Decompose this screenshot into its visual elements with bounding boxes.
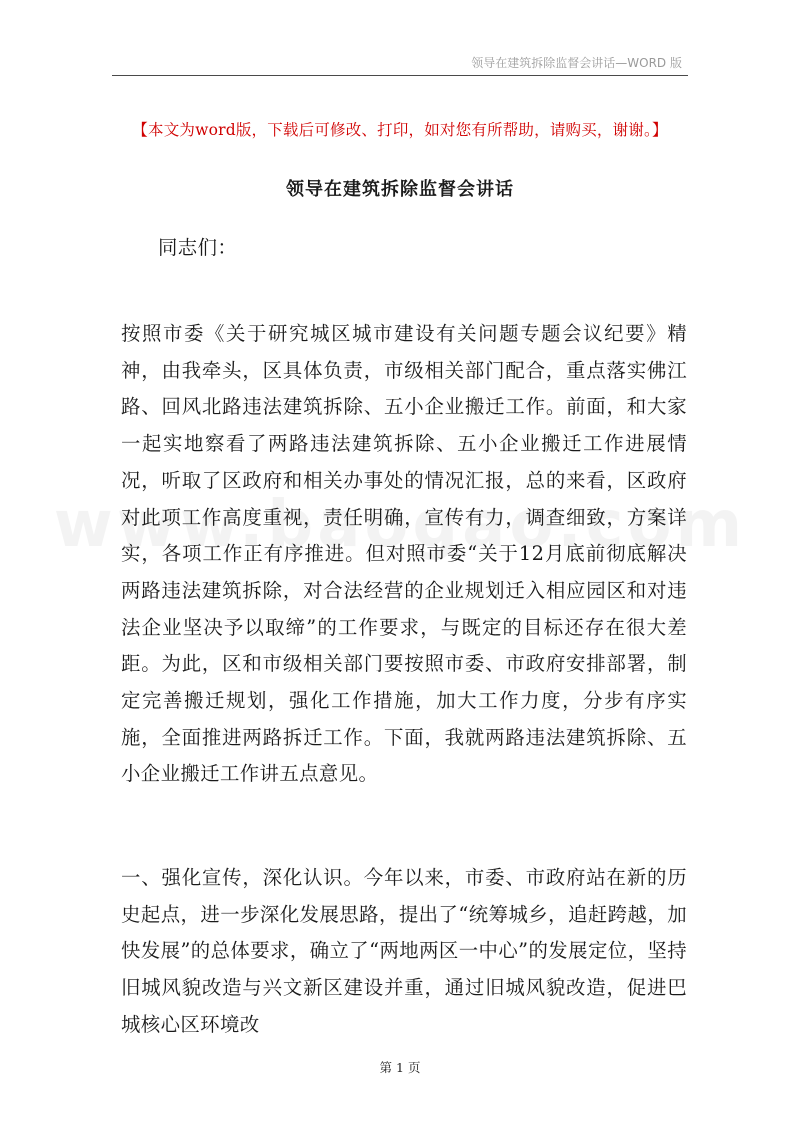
greeting: 同志们：: [158, 236, 238, 259]
watermark: [0, 488, 800, 562]
page-number: 第 1 页: [379, 1060, 421, 1075]
paragraph-1: 按照市委《关于研究城区城市建设有关问题专题会议纪要》精神，由我牵头，区具体负责，市级相关部门配合，重点落实佛江路、回风北路违法建筑拆除、五小企业搬迁工作。前面，和大家一起实地察看了两路违法建筑拆除、五小企业搬迁工作进展情况，听取了区政府和相关办事处的情况汇报，总的来看，区政府对此项工作高度重视，责任明确，宣传有力，调查细致，方案详实，各项工作正有序推进。但对照市委“关于12月底前彻底解决两路违法建筑拆除，对合法经营的企业规划迁入相应园区和对违法企业坚决予以取缔”的工作要求，与既定的目标还存在很大差距。为此，区和市级相关部门要按照市委、市政府安排部署，制定完善搬迁规划，强化工作措施，加大工作力度，分步有序实施，全面推进两路拆迁工作。下面，我就两路违法建筑拆除、五小企业搬迁工作讲五点意见。: [121, 322, 687, 786]
document-title: 领导在建筑拆除监督会讲话: [286, 179, 514, 200]
running-header: 领导在建筑拆除监督会讲话—WORD 版: [471, 56, 682, 70]
purchase-notice: 【本文为word版，下载后可修改、打印，如对您有所帮助，请购买，谢谢。】: [132, 121, 668, 139]
header-divider: [112, 75, 688, 76]
paragraph-2: 一、强化宣传，深化认识。今年以来，市委、市政府站在新的历史起点，进一步深化发展思路，提出了“统筹城乡，追赶跨越，加快发展”的总体要求，确立了“两地两区一中心”的发展定位，坚持旧城风貌改造与兴文新区建设并重，通过旧城风貌改造，促进巴城核心区环境改: [121, 866, 687, 1036]
